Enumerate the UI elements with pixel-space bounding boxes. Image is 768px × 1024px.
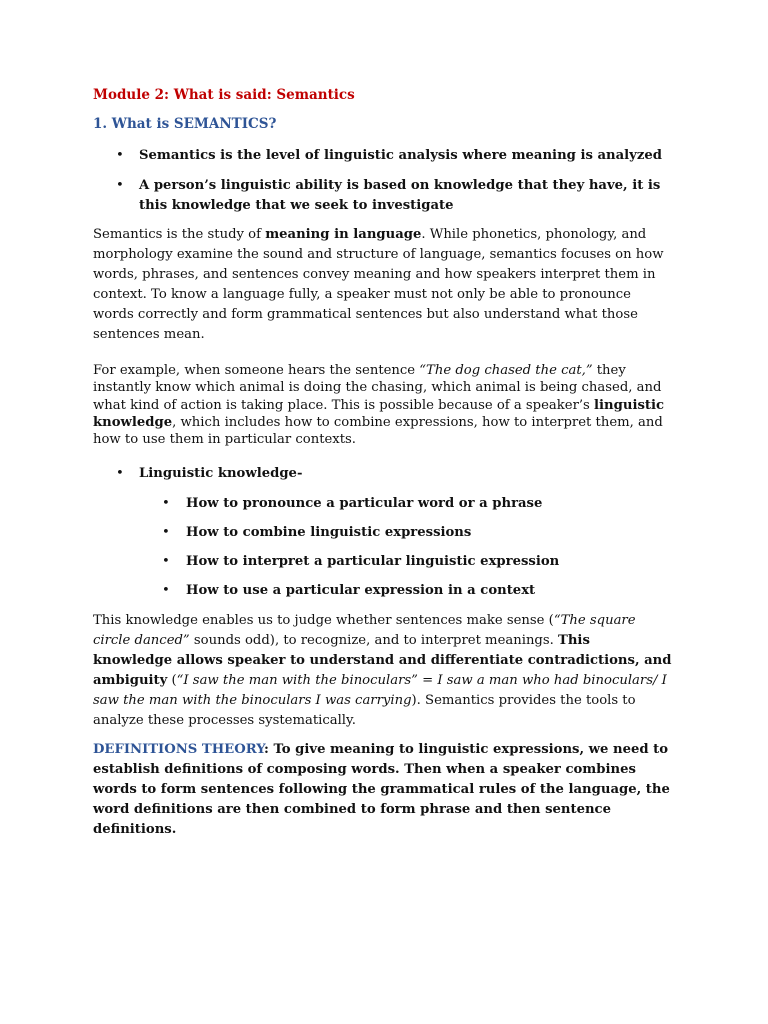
paragraph-knowledge-enables: This knowledge enables us to judge whether sentences make sense (“The square circle danced” sounds odd), to recognize, and to interpret meanings. This knowledge allows speaker to understand and differentiate contradictions, and ambiguity (“I saw the man with the binoculars” = I saw a man who had binoculars/ I saw the man with the binoculars I was carrying). Semantics provides the tools to analyze these processes systematically. (93, 613, 672, 728)
sub-bullet-item (162, 523, 682, 543)
sub-bullet-text: How to pronounce a particular word or a phrase (186, 496, 543, 511)
sub-bullet-text: How to combine linguistic expressions (186, 525, 472, 540)
bullet-dot: • (116, 148, 124, 163)
bullet-dot: • (162, 496, 170, 511)
bullet-dot: • (116, 178, 124, 193)
section-heading-what-is-semantics: 1. What is SEMANTICS? (93, 116, 277, 132)
bullet-dot: • (162, 554, 170, 569)
paragraph-semantics-definition: Semantics is the study of meaning in language. While phonetics, phonology, and morphology examine the sound and structure of language, semantics focuses on how words, phrases, and sentences convey meaning and how speakers interpret them in context. To know a language fully, a speaker must not only be able to pronounce words correctly and form grammatical sentences but also understand what those sentences mean. (93, 227, 664, 342)
module-title: Module 2: What is said: Semantics (93, 87, 355, 103)
definitions-theory-label: DEFINITIONS THEORY (93, 742, 265, 757)
sub-bullet-item (162, 552, 682, 572)
bullet-item (116, 146, 676, 166)
sub-bullet-text: How to interpret a particular linguistic expression (186, 554, 560, 569)
sub-bullet-item (162, 581, 682, 601)
bullet-item (116, 176, 676, 216)
sub-bullet-text: How to use a particular expression in a context (186, 583, 536, 598)
bullet-dot: • (116, 466, 124, 481)
linguistic-knowledge-bullet (116, 464, 676, 484)
bullet-text: A person’s linguistic ability is based on knowledge that they have, it is this knowledge that we seek to investigate (139, 178, 661, 213)
linguistic-knowledge-label: Linguistic knowledge- (139, 466, 303, 481)
sub-bullet-item (162, 494, 682, 514)
bullet-dot: • (162, 583, 170, 598)
paragraph-definitions-theory: DEFINITIONS THEORY: To give meaning to linguistic expressions, we need to establish definitions of composing words. Then when a speaker combines words to form sentences following the grammatical rules of the language, the word definitions are then combined to form phrase and then sentence definitions. (93, 742, 670, 837)
bullet-dot: • (162, 525, 170, 540)
paragraph-example: For example, when someone hears the sentence “The dog chased the cat,” they instantly know which animal is doing the chasing, which animal is being chased, and what kind of action is taking place. This is possible because of a speaker’s linguistic knowledge, which includes how to combine expressions, how to interpret them, and how to use them in particular contexts. (93, 363, 665, 448)
bullet-text: Semantics is the level of linguistic analysis where meaning is analyzed (139, 148, 662, 163)
